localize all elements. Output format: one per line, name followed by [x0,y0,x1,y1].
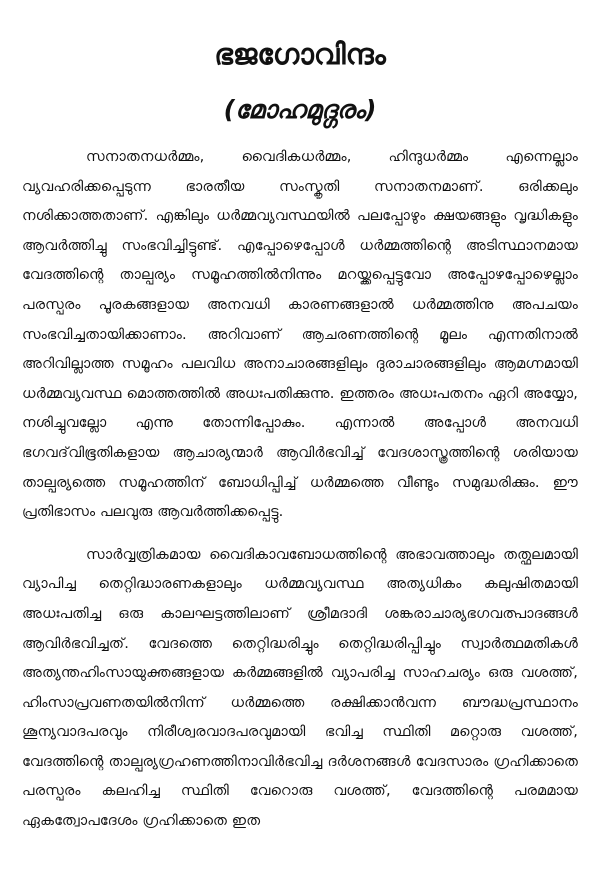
page-subtitle: (മോഹമുദ്ഗരം) [223,95,377,124]
paragraph-1: സനാതനധർമ്മം, വൈദികധർമ്മം, ഹിന്ദുധർമ്മം എന്നെല്ലാം വ്യവഹരിക്കപ്പെടുന്ന ഭാരതീയ സംസ്കൃതി സനാതനമാണ്. ഒരിക്കലും നശിക്കാത്തതാണ്. എങ്കിലും ധർമ്മവ്യവസ്ഥയിൽ പലപ്പോഴും ക്ഷയങ്ങളും വൃദ്ധികളും ആവർത്തിച്ചു സംഭവിച്ചിട്ടുണ്ട്. എപ്പോഴെപ്പോൾ ധർമ്മത്തിന്റെ അടിസ്ഥാനമായ വേദത്തിന്റെ താല്പര്യം സമൂഹത്തിൽനിന്നും മറയ്ക്കപ്പെട്ടുവോ അപ്പോഴപ്പോഴെല്ലാം പരസ്പരം പൂരകങ്ങളായ അനവധി കാരണങ്ങളാൽ ധർമ്മത്തിനു അപചയം സംഭവിച്ചതായിക്കാണാം. അറിവാണ് ആചരണത്തിന്റെ മൂലം എന്നതിനാൽ അറിവില്ലാത്ത സമൂഹം പലവിധ അനാചാരങ്ങളിലും ദുരാചാരങ്ങളിലും ആമഗ്നമായി ധർമ്മവ്യവസ്ഥ മൊത്തത്തിൽ അധഃപതിക്കുന്നു. ഇത്തരം അധഃപതനം ഏറി അയ്യോ, നശിച്ചുവല്ലോ എന്നു തോന്നിപ്പോകും. എന്നാൽ അപ്പോൾ അനവധി ഭഗവദ്‌വിഭൂതികളായ ആചാര്യന്മാർ ആവിർഭവിച്ച് വേദശാസ്ത്രത്തിന്റെ ശരിയായ താല്പര്യത്തെ സമൂഹത്തിന് ബോധിപ്പിച്ച് ധർമ്മത്തെ വീണ്ടും സമുദ്ധരിക്കും. ഈ പ്രതിഭാസം പലവുരു ആവർത്തിക്കപ്പെട്ടു. [22,148,578,521]
paragraph-2: സാർവ്വത്രികമായ വൈദികാവബോധത്തിന്റെ അഭാവത്താലും തത്ഫലമായി വ്യാപിച്ച തെറ്റിദ്ധാരണകളാലും ധർമ്മവ്യവസ്ഥ അത്യധികം കലുഷിതമായി അധഃപതിച്ച ഒരു കാലഘട്ടത്തിലാണ് ശ്രീമദാദി ശങ്കരാചാര്യഭഗവത്പാദങ്ങൾ ആവിർഭവിച്ചത്. വേദത്തെ തെറ്റിദ്ധരിച്ചും തെറ്റിദ്ധരിപ്പിച്ചും സ്വാർത്ഥമതികൾ അത്യന്തഹിംസായുക്തങ്ങളായ കർമ്മങ്ങളിൽ വ്യാപരിച്ച സാഹചര്യം ഒരു വശത്ത്, ഹിംസാപ്രവണതയിൽനിന്ന് ധർമ്മത്തെ രക്ഷിക്കാൻവന്ന ബൗദ്ധപ്രസ്ഥാനം ശൂന്യവാദപരവും നിരീശ്വരവാദപരവുമായി ഭവിച്ച സ്ഥിതി മറ്റൊരു വശത്ത്, വേദത്തിന്റെ താല്പര്യഗ്രഹണത്തിനാവിർഭവിച്ച ദർശനങ്ങൾ വേദസാരം ഗ്രഹിക്കാതെ പരസ്പരം കലഹിച്ച സ്ഥിതി വേറൊരു വശത്ത്, വേദത്തിന്റെ പരമമായ ഏകത്വോപദേശം ഗ്രഹിക്കാതെ ഇത [22,545,578,830]
page-title: ഭജഗോവിന്ദം [214,37,386,71]
